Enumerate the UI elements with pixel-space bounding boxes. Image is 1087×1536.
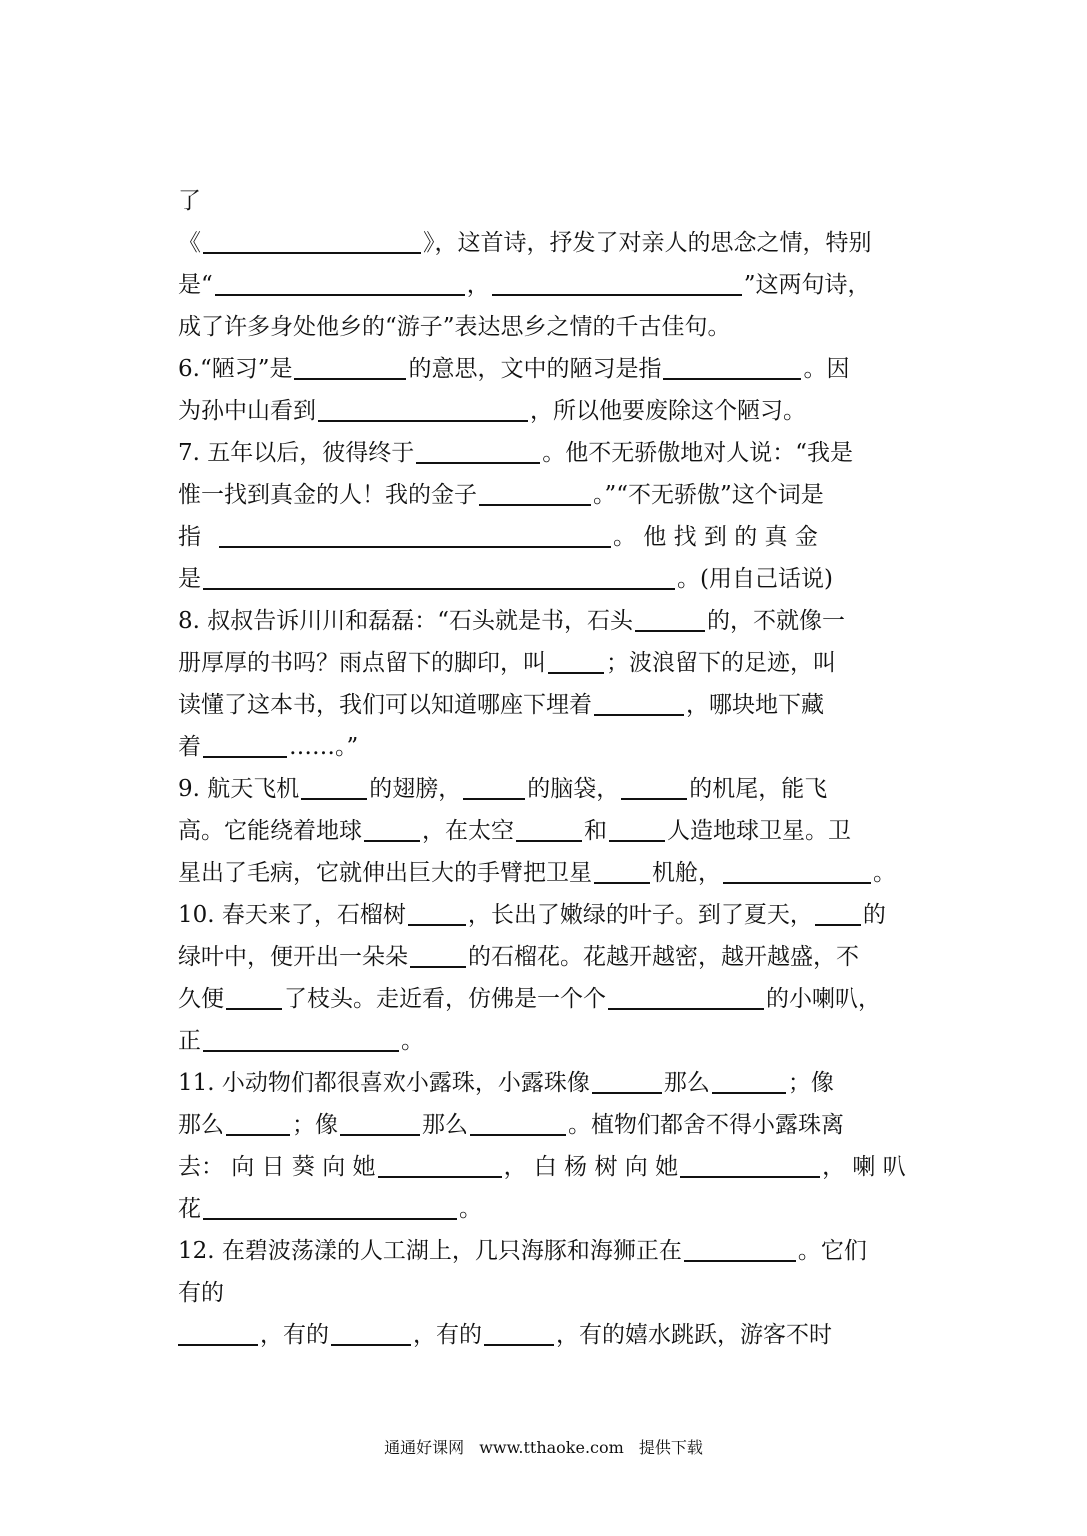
text-line	[178, 768, 910, 810]
text-segment: ，有的	[413, 1322, 482, 1348]
answer-blank[interactable]	[608, 984, 764, 1010]
answer-blank[interactable]	[203, 228, 421, 254]
answer-blank[interactable]	[408, 900, 466, 926]
text-line	[178, 852, 910, 894]
answer-blank[interactable]	[178, 1320, 258, 1346]
text-segment: 那么	[422, 1112, 468, 1138]
text-line	[178, 978, 910, 1020]
footer-note: 提供下载	[638, 1438, 703, 1457]
text-line	[178, 1104, 910, 1146]
text-segment: 。	[459, 1196, 482, 1222]
text-segment: ”这两句诗，	[743, 272, 871, 298]
text-segment: ， 白 杨 树 向 她	[503, 1154, 679, 1180]
answer-blank[interactable]	[301, 774, 367, 800]
text-segment: 的意思，文中的陋习是指	[408, 356, 662, 382]
answer-blank[interactable]	[815, 900, 861, 926]
text-segment: 成了许多身处他乡的“游子”表达思乡之情的千古佳句。	[178, 314, 731, 340]
text-segment: 有的	[178, 1280, 224, 1306]
text-line	[178, 1146, 910, 1188]
text-segment: 的机尾，能飞	[689, 776, 828, 802]
text-segment: 6.“陋习”是	[178, 356, 293, 382]
text-segment: 。(用自己话说)	[677, 566, 833, 592]
text-segment: 。”“不无骄傲”这个词是	[593, 482, 824, 508]
answer-blank[interactable]	[416, 438, 540, 464]
text-line	[178, 1230, 910, 1272]
text-line	[178, 432, 910, 474]
answer-blank[interactable]	[294, 354, 406, 380]
text-segment: 的脑袋，	[527, 776, 620, 802]
text-line	[178, 348, 910, 390]
answer-blank[interactable]	[215, 270, 465, 296]
text-segment: 指	[178, 524, 201, 550]
text-line	[178, 1020, 910, 1062]
text-segment: ；像	[787, 1070, 834, 1096]
text-segment: 的，不就像一	[707, 608, 846, 634]
text-line	[178, 306, 910, 348]
text-line	[178, 726, 910, 768]
text-line	[178, 390, 910, 432]
answer-blank[interactable]	[340, 1110, 420, 1136]
text-segment: 册厚厚的书吗？雨点留下的脚印，叫	[178, 650, 546, 676]
text-segment: ，有的	[260, 1322, 329, 1348]
text-segment: 9. 航天飞机	[178, 776, 300, 802]
answer-blank[interactable]	[203, 564, 675, 590]
text-segment: 惟一找到真金的人！我的金子	[178, 482, 477, 508]
text-segment: 11. 小动物们都很喜欢小露珠，小露珠像	[178, 1070, 590, 1096]
text-segment: 的石榴花。花越开越密，越开越盛，不	[468, 944, 859, 970]
answer-blank[interactable]	[331, 1320, 411, 1346]
answer-blank[interactable]	[463, 774, 525, 800]
text-segment: 》，这首诗，抒发了对亲人的思念之情，特别	[423, 230, 872, 256]
text-segment: 的小喇叭，	[766, 986, 881, 1012]
text-segment: 那么	[178, 1112, 224, 1138]
answer-blank[interactable]	[226, 1110, 290, 1136]
answer-blank[interactable]	[723, 858, 871, 884]
answer-blank[interactable]	[594, 690, 684, 716]
text-line	[178, 1272, 910, 1314]
text-segment: 花	[178, 1196, 201, 1222]
answer-blank[interactable]	[203, 1026, 399, 1052]
answer-blank[interactable]	[712, 1068, 786, 1094]
text-segment: 的	[862, 902, 886, 928]
text-line	[178, 474, 910, 516]
answer-blank[interactable]	[364, 816, 420, 842]
text-line	[178, 180, 910, 222]
footer-url[interactable]: www.tthaoke.com	[479, 1438, 624, 1457]
text-segment: 为孙中山看到	[178, 398, 316, 424]
text-segment: 8. 叔叔告诉川川和磊磊：“石头就是书，石头	[178, 608, 634, 634]
text-segment: 是“	[178, 272, 213, 298]
text-segment: 。	[401, 1028, 424, 1054]
text-line	[178, 558, 910, 600]
text-line	[178, 222, 910, 264]
answer-blank[interactable]	[484, 1320, 554, 1346]
text-segment: ， 喇 叭	[822, 1154, 906, 1180]
answer-blank[interactable]	[635, 606, 705, 632]
answer-blank[interactable]	[479, 480, 591, 506]
text-segment: 。它们	[797, 1238, 867, 1264]
text-line	[178, 1188, 910, 1230]
text-segment: 机舱，	[652, 860, 721, 886]
answer-blank[interactable]	[548, 648, 604, 674]
answer-blank[interactable]	[492, 270, 742, 296]
answer-blank[interactable]	[684, 1236, 796, 1262]
text-line	[178, 936, 910, 978]
answer-blank[interactable]	[663, 354, 801, 380]
text-line	[178, 264, 910, 306]
text-segment: 7. 五年以后，彼得终于	[178, 440, 415, 466]
text-segment: ，在太空	[422, 818, 514, 844]
answer-blank[interactable]	[516, 816, 582, 842]
text-line	[178, 810, 910, 852]
text-line	[178, 1062, 910, 1104]
text-segment: 高。它能绕着地球	[178, 818, 362, 844]
answer-blank[interactable]	[410, 942, 466, 968]
answer-blank[interactable]	[470, 1110, 566, 1136]
answer-blank[interactable]	[680, 1152, 820, 1178]
text-segment: 那么	[663, 1070, 710, 1096]
text-segment: ……。”	[289, 734, 359, 760]
text-segment: 读懂了这本书，我们可以知道哪座下埋着	[178, 692, 592, 718]
text-segment: ；波浪留下的足迹，叫	[606, 650, 836, 676]
text-segment: 12. 在碧波荡漾的人工湖上，几只海豚和海狮正在	[178, 1238, 682, 1264]
text-segment: 人造地球卫星。卫	[667, 818, 851, 844]
text-segment: ；像	[292, 1112, 338, 1138]
text-segment: 的翅膀，	[369, 776, 462, 802]
answer-blank[interactable]	[226, 984, 282, 1010]
footer-site-name: 通通好课网	[384, 1438, 465, 1457]
text-segment: 星出了毛病，它就伸出巨大的手臂把卫星	[178, 860, 592, 886]
answer-blank[interactable]	[594, 858, 650, 884]
text-segment: 和	[584, 818, 607, 844]
text-segment: 绿叶中，便开出一朵朵	[178, 944, 408, 970]
answer-blank[interactable]	[203, 1194, 457, 1220]
text-line	[178, 684, 910, 726]
answer-blank[interactable]	[219, 522, 611, 548]
answer-blank[interactable]	[592, 1068, 662, 1094]
text-segment: ，	[466, 272, 490, 298]
answer-blank[interactable]	[203, 732, 287, 758]
text-segment: ，长出了嫩绿的叶子。到了夏天，	[467, 902, 813, 928]
text-segment: 《	[178, 230, 201, 256]
text-segment: 。	[873, 860, 896, 886]
text-segment: 。植物们都舍不得小露珠离	[568, 1112, 844, 1138]
text-segment: 。他不无骄傲地对人说：“我是	[542, 440, 854, 466]
text-segment: 10. 春天来了，石榴树	[178, 902, 406, 928]
answer-blank[interactable]	[621, 774, 687, 800]
text-line	[178, 1314, 910, 1356]
text-line	[178, 894, 910, 936]
text-segment: ，所以他要废除这个陋习。	[530, 398, 806, 424]
page-footer	[0, 1436, 1087, 1460]
text-segment: 去： 向 日 葵 向 她	[178, 1154, 376, 1180]
answer-blank[interactable]	[318, 396, 528, 422]
text-line	[178, 516, 910, 558]
text-segment: 正	[178, 1028, 201, 1054]
text-segment: 是	[178, 566, 201, 592]
text-segment: 。因	[803, 356, 850, 382]
text-segment: ，有的嬉水跳跃，游客不时	[556, 1322, 832, 1348]
text-segment: 久便	[178, 986, 224, 1012]
text-line	[178, 642, 910, 684]
text-segment: 着	[178, 734, 201, 760]
text-segment: ，哪块地下藏	[686, 692, 824, 718]
text-segment: 了	[178, 188, 201, 214]
answer-blank[interactable]	[378, 1152, 502, 1178]
text-line	[178, 600, 910, 642]
answer-blank[interactable]	[609, 816, 665, 842]
text-segment: 。 他 找 到 的 真 金	[613, 524, 818, 550]
text-segment: 了枝头。走近看，仿佛是一个个	[284, 986, 606, 1012]
